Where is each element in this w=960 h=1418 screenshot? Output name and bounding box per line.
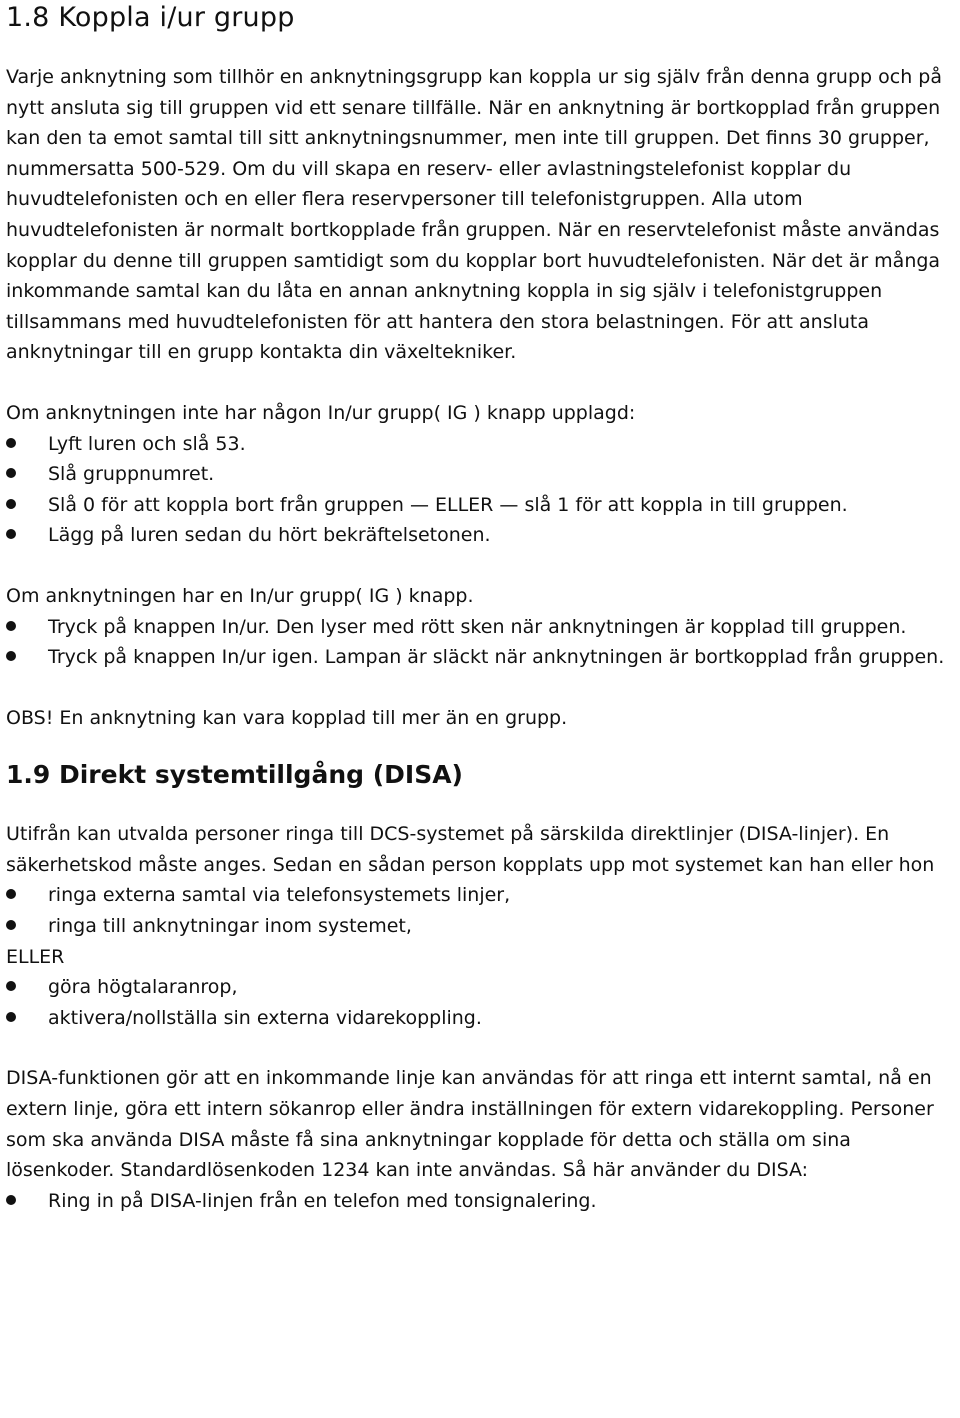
list-item: Lägg på luren sedan du hört bekräftelsetonen. [6,520,954,551]
bullet-icon [6,889,16,899]
list-item: ringa till anknytningar inom systemet, [6,911,954,942]
bullet-icon [6,468,16,478]
list-item: göra högtalaranrop, [6,972,954,1003]
key-intro: Om anknytningen har en In/ur grupp( IG ) knapp. [6,584,474,607]
section-heading-disa: 1.9 Direkt systemtillgång (DISA) [6,760,463,790]
disa-list-b [6,972,954,1033]
bullet-icon [6,981,16,991]
no-key-steps-list [6,429,954,551]
section-intro-paragraph: Varje anknytning som tillhör en anknytningsgrupp kan koppla ur sig själv från denna grupp och på nytt ansluta sig till gruppen vid ett senare tillfälle. När en anknytning är bortkopplad från gruppen kan den ta emot samtal till sitt anknytningsnummer, men inte till gruppen. Det finns 30 grupper, nummersatta 500-529. Om du vill skapa en reserv- eller avlastningstelefonist kopplar du huvudtelefonisten och en eller flera reservpersoner till telefonistgruppen. Alla utom huvudtelefonisten är normalt bortkopplade från gruppen. När en reservtelefonist måste användas kopplar du denne till gruppen samtidigt som du kopplar bort huvudtelefonisten. När det är många inkommande samtal kan du låta en annan anknytning koppla in sig själv i telefonistgruppen tillsammans med huvudtelefonisten för att hantera den stora belastningen. För att ansluta anknytningar till en grupp kontakta din växeltekniker. [6,66,942,364]
bullet-icon [6,499,16,509]
no-key-intro: Om anknytningen inte har någon In/ur grupp( IG ) knapp upplagd: [6,401,636,424]
bullet-icon [6,529,16,539]
disa-body-paragraph: DISA-funktionen gör att en inkommande linje kan användas för att ringa ett internt samtal, nå en extern linje, göra ett intern sökanrop eller ändra inställningen för extern vidarekoppling. Personer som ska använda DISA måste få sina anknytningar kopplade för detta och ställa om sina lösenkoder. Standardlösenkoden 1234 kan inte användas. Så här använder du DISA: [6,1067,934,1182]
bullet-icon [6,621,16,631]
list-item: Tryck på knappen In/ur. Den lyser med rött sken när anknytningen är kopplad till gruppen. [6,612,954,643]
disa-list-c [6,1186,954,1217]
document-page [6,0,954,1216]
list-item: Lyft luren och slå 53. [6,429,954,460]
bullet-icon [6,1012,16,1022]
bullet-icon [6,920,16,930]
list-item: aktivera/nollställa sin externa vidarekoppling. [6,1003,954,1034]
note-paragraph: OBS! En anknytning kan vara kopplad till mer än en grupp. [6,706,568,729]
key-steps-list [6,612,954,673]
disa-intro-paragraph: Utifrån kan utvalda personer ringa till DCS-systemet på särskilda direktlinjer (DISA-linjer). En säkerhetskod måste anges. Sedan en sådan person kopplats upp mot systemet kan han eller hon [6,823,935,876]
list-item: Tryck på knappen In/ur igen. Lampan är släckt när anknytningen är bortkopplad från gruppen. [6,642,954,673]
list-item: ringa externa samtal via telefonsystemets linjer, [6,880,954,911]
bullet-icon [6,651,16,661]
disa-list-a [6,880,954,941]
bullet-icon [6,1195,16,1205]
section-heading-koppla: 1.8 Koppla i/ur grupp [6,2,295,33]
list-item: Slå gruppnumret. [6,459,954,490]
or-label: ELLER [6,945,65,968]
bullet-icon [6,438,16,448]
list-item: Ring in på DISA-linjen från en telefon med tonsignalering. [6,1186,954,1217]
list-item: Slå 0 för att koppla bort från gruppen — ELLER — slå 1 för att koppla in till gruppen. [6,490,954,521]
